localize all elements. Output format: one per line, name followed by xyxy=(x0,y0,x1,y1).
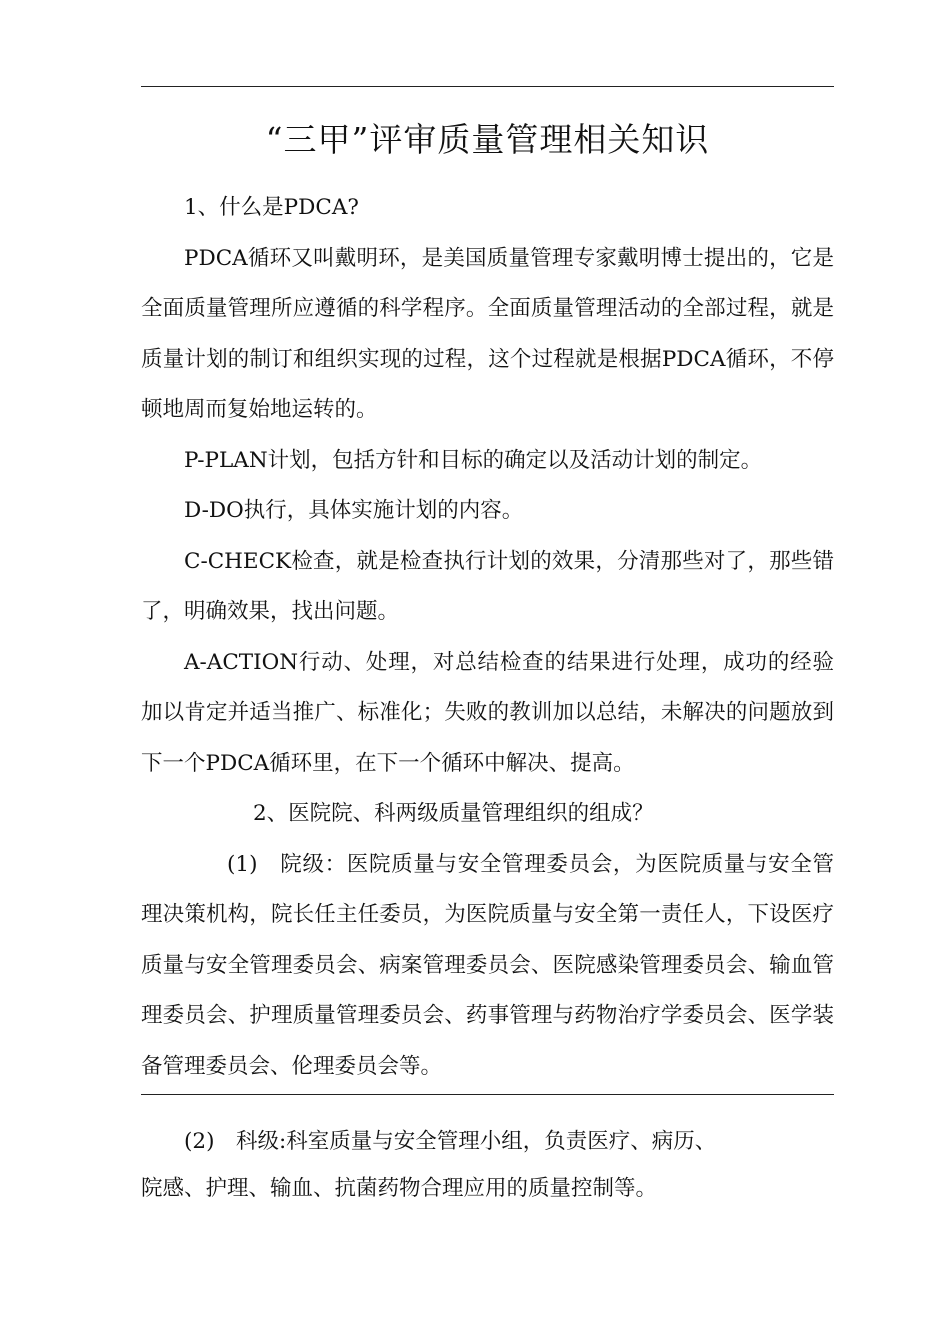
pdca-check-paragraph: C-CHECK检查，就是检查执行计划的效果，分清那些对了，那些错了，明确效果，找出问题。 xyxy=(141,548,834,624)
document-body xyxy=(141,183,834,1092)
top-divider xyxy=(141,86,834,87)
pdca-do-paragraph: D-DO执行，具体实施计划的内容。 xyxy=(184,498,524,523)
hospital-level-item: (1) 院级：医院质量与安全管理委员会，为医院质量与安全管理决策机构，院长任主任委员，为医院质量与安全第一责任人，下设医疗质量与安全管理委员会、病案管理委员会、医院感染管理委员会、输血管理委员会、护理质量管理委员会、药事管理与药物治疗学委员会、医学装备管理委员会、伦理委员会等。 xyxy=(141,851,834,1079)
department-level-item xyxy=(141,1118,834,1212)
pdca-intro-paragraph: PDCA循环又叫戴明环，是美国质量管理专家戴明博士提出的，它是全面质量管理所应遵循的科学程序。全面质量管理活动的全部过程，就是质量计划的制订和组织实现的过程，这个过程就是根据PDCA循环，不停顿地周而复始地运转的。 xyxy=(141,245,834,422)
question-1: 1、什么是PDCA? xyxy=(184,195,359,220)
bottom-divider xyxy=(141,1094,834,1095)
page-title: “三甲”评审质量管理相关知识 xyxy=(265,120,710,159)
department-level-line-2: 院感、护理、输血、抗菌药物合理应用的质量控制等。 xyxy=(141,1176,658,1201)
pdca-plan-paragraph: P-PLAN计划，包括方针和目标的确定以及活动计划的制定。 xyxy=(184,447,763,473)
department-level-line-1: (2) 科级:科室质量与安全管理小组，负责医疗、病历、 xyxy=(184,1129,717,1154)
pdca-action-paragraph: A-ACTION行动、处理，对总结检查的结果进行处理，成功的经验加以肯定并适当推广、标准化；失败的教训加以总结，未解决的问题放到下一个PDCA循环里，在下一个循环中解决、提高。 xyxy=(141,649,834,776)
document-body-continued xyxy=(141,1118,834,1212)
question-2: 2、医院院、科两级质量管理组织的组成？ xyxy=(253,801,654,826)
